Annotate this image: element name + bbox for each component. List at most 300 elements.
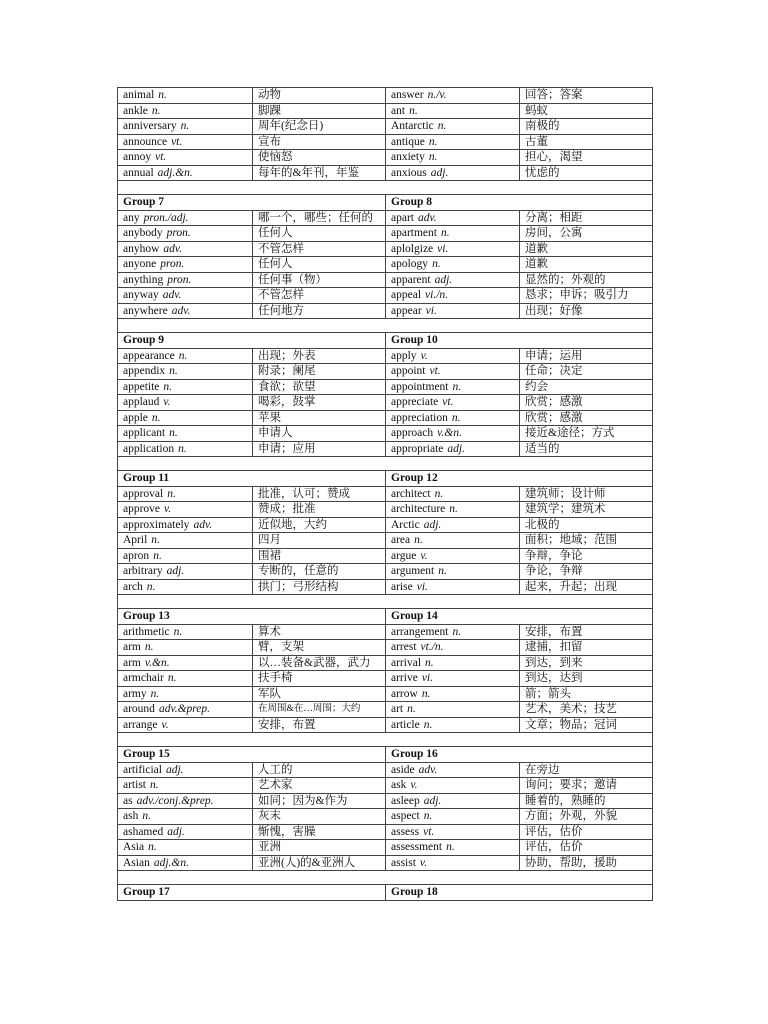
vocab-row bbox=[118, 150, 653, 166]
part-of-speech: n./v. bbox=[427, 89, 447, 101]
part-of-speech: n. bbox=[151, 104, 161, 117]
part-of-speech: n. bbox=[151, 411, 161, 424]
meaning-cell: 围裙 bbox=[253, 548, 386, 564]
word: architecture bbox=[391, 503, 446, 515]
word-cell bbox=[118, 119, 253, 135]
part-of-speech: n. bbox=[414, 534, 423, 546]
word-cell bbox=[118, 165, 253, 181]
word-cell bbox=[386, 564, 520, 580]
word: aspect bbox=[391, 810, 420, 822]
group-header-row bbox=[118, 609, 653, 625]
meaning-cell: 建筑师；设计师 bbox=[520, 486, 653, 502]
part-of-speech: n. bbox=[432, 258, 441, 270]
part-of-speech: vt. bbox=[423, 825, 435, 838]
part-of-speech: n. bbox=[423, 718, 433, 731]
meaning-cell: 艺术，美术；技艺 bbox=[520, 702, 653, 718]
spacer-cell bbox=[118, 319, 653, 333]
meaning-cell: 宣布 bbox=[253, 134, 386, 150]
part-of-speech: vi. bbox=[425, 304, 437, 317]
part-of-speech: adv. bbox=[193, 518, 213, 531]
spacer-row bbox=[118, 595, 653, 609]
word: architect bbox=[391, 487, 431, 500]
spacer-cell bbox=[118, 457, 653, 471]
word-cell bbox=[118, 517, 253, 533]
word-cell bbox=[386, 548, 520, 564]
part-of-speech: n. bbox=[167, 487, 176, 500]
meaning-cell: 南极的 bbox=[520, 119, 653, 135]
part-of-speech: n. bbox=[446, 841, 455, 853]
vocab-row bbox=[118, 210, 653, 226]
part-of-speech: n. bbox=[452, 380, 462, 393]
vocab-row bbox=[118, 624, 653, 640]
vocab-row bbox=[118, 655, 653, 671]
group-title: Group 7 bbox=[118, 195, 386, 211]
word: arrive bbox=[391, 672, 418, 684]
part-of-speech: adj. bbox=[423, 518, 442, 531]
meaning-cell: 房间，公寓 bbox=[520, 226, 653, 242]
group-header-row bbox=[118, 885, 653, 901]
group-title: Group 16 bbox=[386, 747, 653, 763]
meaning-cell: 以…装备&武器，武力 bbox=[253, 655, 386, 671]
part-of-speech: adj. bbox=[165, 763, 184, 776]
word: Arctic bbox=[391, 518, 420, 531]
part-of-speech: v. bbox=[410, 779, 418, 791]
meaning-cell: 军队 bbox=[253, 686, 386, 702]
word: argument bbox=[391, 565, 435, 577]
part-of-speech: n. bbox=[180, 120, 190, 132]
part-of-speech: n. bbox=[178, 349, 188, 362]
vocab-row bbox=[118, 640, 653, 656]
word: arch bbox=[123, 580, 143, 593]
part-of-speech: pron./adj. bbox=[143, 211, 189, 224]
meaning-cell: 安排，布置 bbox=[520, 624, 653, 640]
spacer-cell bbox=[118, 181, 653, 195]
spacer-row bbox=[118, 319, 653, 333]
group-title: Group 18 bbox=[386, 885, 653, 901]
meaning-cell: 起来，升起；出现 bbox=[520, 579, 653, 595]
part-of-speech: adj. bbox=[166, 565, 185, 577]
word-cell bbox=[118, 441, 253, 457]
meaning-cell: 不管怎样 bbox=[253, 288, 386, 304]
word: assess bbox=[391, 825, 420, 838]
meaning-cell: 苹果 bbox=[253, 410, 386, 426]
word-cell bbox=[386, 364, 520, 380]
word-cell bbox=[386, 502, 520, 518]
part-of-speech: adj.&n. bbox=[153, 856, 189, 869]
word-cell bbox=[118, 762, 253, 778]
meaning-cell: 方面；外观，外貌 bbox=[520, 809, 653, 825]
spacer-cell bbox=[118, 871, 653, 885]
word-cell bbox=[386, 303, 520, 319]
part-of-speech: n. bbox=[451, 411, 461, 424]
word-cell bbox=[386, 272, 520, 288]
part-of-speech: n. bbox=[169, 427, 178, 439]
word: applaud bbox=[123, 396, 160, 408]
word: appearance bbox=[123, 349, 175, 362]
part-of-speech: v.&n. bbox=[437, 427, 462, 439]
meaning-cell: 拱门；弓形结构 bbox=[253, 579, 386, 595]
part-of-speech: v. bbox=[419, 856, 428, 869]
word: appreciation bbox=[391, 411, 448, 424]
word: assessment bbox=[391, 841, 443, 853]
word-cell bbox=[386, 686, 520, 702]
vocab-row bbox=[118, 379, 653, 395]
vocab-row bbox=[118, 533, 653, 549]
word: artist bbox=[123, 779, 146, 791]
meaning-cell: 动物 bbox=[253, 88, 386, 104]
word-cell bbox=[386, 257, 520, 273]
word: aplolgize bbox=[391, 242, 434, 255]
word: anyhow bbox=[123, 242, 160, 255]
word: appropriate bbox=[391, 442, 444, 455]
word-cell bbox=[118, 486, 253, 502]
word-cell bbox=[118, 348, 253, 364]
word-cell bbox=[386, 671, 520, 687]
meaning-cell: 文章；物品；冠词 bbox=[520, 717, 653, 733]
part-of-speech: n. bbox=[409, 104, 418, 117]
meaning-cell: 四月 bbox=[253, 533, 386, 549]
part-of-speech: n. bbox=[428, 151, 438, 163]
meaning-cell: 争辩，争论 bbox=[520, 548, 653, 564]
word-cell bbox=[386, 655, 520, 671]
vocab-row bbox=[118, 226, 653, 242]
part-of-speech: n. bbox=[440, 227, 450, 239]
word-cell bbox=[118, 640, 253, 656]
word: apply bbox=[391, 349, 417, 362]
part-of-speech: n. bbox=[407, 703, 416, 715]
part-of-speech: n. bbox=[150, 687, 160, 700]
spacer-row bbox=[118, 181, 653, 195]
word-cell bbox=[118, 809, 253, 825]
word-cell bbox=[386, 762, 520, 778]
group-title: Group 17 bbox=[118, 885, 386, 901]
word-cell bbox=[386, 486, 520, 502]
meaning-cell: 灰末 bbox=[253, 809, 386, 825]
meaning-cell: 协助，帮助，援助 bbox=[520, 855, 653, 871]
word: appreciate bbox=[391, 396, 439, 408]
part-of-speech: adv. bbox=[418, 763, 438, 776]
meaning-cell: 在周围&在…周围；大约 bbox=[253, 702, 386, 718]
vocab-row bbox=[118, 441, 653, 457]
word-cell bbox=[386, 134, 520, 150]
word-cell bbox=[386, 379, 520, 395]
meaning-cell: 任何人 bbox=[253, 257, 386, 273]
part-of-speech: n. bbox=[150, 779, 159, 791]
vocab-row bbox=[118, 778, 653, 794]
word: as bbox=[123, 794, 133, 807]
part-of-speech: pron. bbox=[160, 258, 185, 270]
word: anyway bbox=[123, 289, 159, 301]
vocab-row bbox=[118, 762, 653, 778]
word: any bbox=[123, 211, 140, 224]
meaning-cell: 接近&途径；方式 bbox=[520, 426, 653, 442]
meaning-cell: 惭愧，害臊 bbox=[253, 824, 386, 840]
word-cell bbox=[118, 655, 253, 671]
word-cell bbox=[386, 778, 520, 794]
word: arrangement bbox=[391, 625, 449, 638]
part-of-speech: v. bbox=[420, 549, 428, 562]
meaning-cell: 到达，到来 bbox=[520, 655, 653, 671]
word: argue bbox=[391, 549, 417, 562]
meaning-cell: 人工的 bbox=[253, 762, 386, 778]
meaning-cell: 出现；外表 bbox=[253, 348, 386, 364]
word: animal bbox=[123, 89, 155, 101]
word: Asian bbox=[123, 856, 150, 869]
part-of-speech: pron. bbox=[167, 273, 192, 286]
vocab-row bbox=[118, 364, 653, 380]
word-cell bbox=[386, 640, 520, 656]
word: April bbox=[123, 534, 148, 546]
word: appoint bbox=[391, 365, 426, 377]
part-of-speech: n. bbox=[153, 549, 162, 562]
word: asleep bbox=[391, 794, 420, 807]
meaning-cell: 北极的 bbox=[520, 517, 653, 533]
word: armchair bbox=[123, 672, 164, 684]
vocab-row bbox=[118, 303, 653, 319]
word: announce bbox=[123, 135, 168, 148]
vocab-row bbox=[118, 517, 653, 533]
part-of-speech: adv.&prep. bbox=[158, 703, 211, 715]
meaning-cell: 哪一个，哪些；任何的 bbox=[253, 210, 386, 226]
meaning-cell: 评估，估价 bbox=[520, 840, 653, 856]
meaning-cell: 艺术家 bbox=[253, 778, 386, 794]
word-cell bbox=[118, 103, 253, 119]
meaning-cell: 近似地，大约 bbox=[253, 517, 386, 533]
part-of-speech: n. bbox=[151, 534, 160, 546]
word-cell bbox=[386, 88, 520, 104]
word: ant bbox=[391, 104, 406, 117]
part-of-speech: vt. bbox=[442, 396, 454, 408]
spacer-row bbox=[118, 733, 653, 747]
word: arbitrary bbox=[123, 565, 163, 577]
word: article bbox=[391, 718, 420, 731]
word: ask bbox=[391, 779, 407, 791]
word: around bbox=[123, 703, 155, 715]
meaning-cell: 脚踝 bbox=[253, 103, 386, 119]
meaning-cell: 臂，支架 bbox=[253, 640, 386, 656]
part-of-speech: adj. bbox=[447, 442, 465, 455]
part-of-speech: adj. bbox=[167, 825, 185, 838]
word-cell bbox=[118, 548, 253, 564]
word: anxiety bbox=[391, 151, 425, 163]
part-of-speech: n. bbox=[434, 487, 444, 500]
part-of-speech: adv. bbox=[417, 211, 437, 224]
word-cell bbox=[118, 671, 253, 687]
word: anybody bbox=[123, 227, 163, 239]
group-header-row bbox=[118, 195, 653, 211]
word: art bbox=[391, 703, 404, 715]
word: appointment bbox=[391, 380, 449, 393]
part-of-speech: n. bbox=[449, 503, 458, 515]
word: anywhere bbox=[123, 304, 168, 317]
part-of-speech: n. bbox=[173, 625, 183, 638]
part-of-speech: pron. bbox=[166, 227, 191, 239]
meaning-cell: 睡着的，熟睡的 bbox=[520, 793, 653, 809]
meaning-cell: 蚂蚁 bbox=[520, 103, 653, 119]
meaning-cell: 如同；因为&作为 bbox=[253, 793, 386, 809]
part-of-speech: vi. bbox=[437, 242, 449, 255]
meaning-cell: 忧虑的 bbox=[520, 165, 653, 181]
word: aside bbox=[391, 763, 415, 776]
word-cell bbox=[118, 379, 253, 395]
part-of-speech: n. bbox=[144, 641, 154, 653]
vocab-row bbox=[118, 579, 653, 595]
meaning-cell: 欣赏；感激 bbox=[520, 395, 653, 411]
meaning-cell: 任何事（物） bbox=[253, 272, 386, 288]
group-title: Group 15 bbox=[118, 747, 386, 763]
vocab-row bbox=[118, 702, 653, 718]
meaning-cell: 申请；应用 bbox=[253, 441, 386, 457]
spacer-cell bbox=[118, 733, 653, 747]
meaning-cell: 道歉 bbox=[520, 241, 653, 257]
word-cell bbox=[118, 241, 253, 257]
word: ash bbox=[123, 810, 139, 822]
word-cell bbox=[118, 257, 253, 273]
word-cell bbox=[118, 410, 253, 426]
word: antique bbox=[391, 135, 425, 148]
word: anything bbox=[123, 273, 164, 286]
spacer-cell bbox=[118, 595, 653, 609]
meaning-cell: 喝彩，鼓掌 bbox=[253, 395, 386, 411]
group-title: Group 13 bbox=[118, 609, 386, 625]
word-cell bbox=[386, 410, 520, 426]
word: apple bbox=[123, 411, 148, 424]
vocab-row bbox=[118, 502, 653, 518]
meaning-cell: 显然的；外观的 bbox=[520, 272, 653, 288]
part-of-speech: adj. bbox=[423, 794, 442, 807]
word: area bbox=[391, 534, 411, 546]
part-of-speech: v. bbox=[164, 503, 172, 515]
meaning-cell: 恳求；申诉；吸引力 bbox=[520, 288, 653, 304]
word: army bbox=[123, 687, 147, 700]
word-cell bbox=[118, 717, 253, 733]
vocab-row bbox=[118, 410, 653, 426]
word-cell bbox=[118, 778, 253, 794]
word-cell bbox=[386, 824, 520, 840]
vocab-row bbox=[118, 288, 653, 304]
word-cell bbox=[118, 150, 253, 166]
meaning-cell: 箭；箭头 bbox=[520, 686, 653, 702]
spacer-row bbox=[118, 871, 653, 885]
word-cell bbox=[118, 210, 253, 226]
word-cell bbox=[118, 564, 253, 580]
meaning-cell: 任命；决定 bbox=[520, 364, 653, 380]
word: arm bbox=[123, 656, 141, 669]
word-cell bbox=[386, 702, 520, 718]
word-cell bbox=[386, 855, 520, 871]
meaning-cell: 申请；运用 bbox=[520, 348, 653, 364]
part-of-speech: n. bbox=[146, 580, 156, 593]
word: apron bbox=[123, 549, 150, 562]
word-cell bbox=[386, 533, 520, 549]
word-cell bbox=[118, 272, 253, 288]
word: approval bbox=[123, 487, 164, 500]
meaning-cell: 任何地方 bbox=[253, 303, 386, 319]
word: apparent bbox=[391, 273, 431, 286]
part-of-speech: n. bbox=[169, 365, 178, 377]
word: apology bbox=[391, 258, 429, 270]
part-of-speech: n. bbox=[158, 89, 167, 101]
vocab-row bbox=[118, 88, 653, 104]
word: approach bbox=[391, 427, 434, 439]
vocab-row bbox=[118, 257, 653, 273]
word-cell bbox=[386, 288, 520, 304]
word: annual bbox=[123, 166, 154, 179]
vocab-row bbox=[118, 809, 653, 825]
group-header-row bbox=[118, 333, 653, 349]
meaning-cell: 亚洲 bbox=[253, 840, 386, 856]
word-cell bbox=[386, 210, 520, 226]
part-of-speech: vi. bbox=[421, 672, 434, 684]
meaning-cell: 担心，渴望 bbox=[520, 150, 653, 166]
word: apart bbox=[391, 211, 414, 224]
word-cell bbox=[386, 793, 520, 809]
word: apartment bbox=[391, 227, 437, 239]
part-of-speech: adj.&n. bbox=[157, 166, 193, 179]
vocab-row bbox=[118, 119, 653, 135]
word-cell bbox=[386, 165, 520, 181]
word: assist bbox=[391, 856, 416, 869]
word: arrange bbox=[123, 718, 158, 731]
word: ashamed bbox=[123, 825, 164, 838]
vocab-row bbox=[118, 824, 653, 840]
part-of-speech: vt. bbox=[171, 135, 183, 148]
meaning-cell: 道歉 bbox=[520, 257, 653, 273]
word: appeal bbox=[391, 289, 422, 301]
meaning-cell: 回答；答案 bbox=[520, 88, 653, 104]
meaning-cell: 在旁边 bbox=[520, 762, 653, 778]
vocab-row bbox=[118, 793, 653, 809]
part-of-speech: adv. bbox=[171, 304, 191, 317]
meaning-cell: 建筑学；建筑术 bbox=[520, 502, 653, 518]
vocab-row bbox=[118, 165, 653, 181]
vocab-row bbox=[118, 486, 653, 502]
word-cell bbox=[118, 226, 253, 242]
part-of-speech: n. bbox=[423, 810, 433, 822]
group-title: Group 8 bbox=[386, 195, 653, 211]
group-title: Group 12 bbox=[386, 471, 653, 487]
word-cell bbox=[386, 809, 520, 825]
vocab-row bbox=[118, 840, 653, 856]
word: arise bbox=[391, 580, 413, 593]
meaning-cell: 古董 bbox=[520, 134, 653, 150]
word: appetite bbox=[123, 380, 160, 393]
word-cell bbox=[118, 303, 253, 319]
meaning-cell: 欣赏；感激 bbox=[520, 410, 653, 426]
meaning-cell: 附录；阑尾 bbox=[253, 364, 386, 380]
meaning-cell: 周年(纪念日) bbox=[253, 119, 386, 135]
word-cell bbox=[118, 686, 253, 702]
vocabulary-table bbox=[117, 87, 653, 901]
part-of-speech: vi. bbox=[416, 580, 428, 593]
group-title: Group 14 bbox=[386, 609, 653, 625]
word: application bbox=[123, 442, 175, 455]
vocab-row bbox=[118, 686, 653, 702]
part-of-speech: v.&n. bbox=[144, 656, 170, 669]
part-of-speech: vt. bbox=[155, 151, 167, 163]
meaning-cell: 申请人 bbox=[253, 426, 386, 442]
meaning-cell: 出现；好像 bbox=[520, 303, 653, 319]
vocab-row bbox=[118, 395, 653, 411]
word: Antarctic bbox=[391, 120, 434, 132]
vocab-row bbox=[118, 241, 653, 257]
meaning-cell: 分离；相距 bbox=[520, 210, 653, 226]
vocab-row bbox=[118, 134, 653, 150]
part-of-speech: adj. bbox=[430, 166, 449, 179]
part-of-speech: n. bbox=[437, 120, 447, 132]
vocab-row bbox=[118, 103, 653, 119]
word-cell bbox=[386, 226, 520, 242]
